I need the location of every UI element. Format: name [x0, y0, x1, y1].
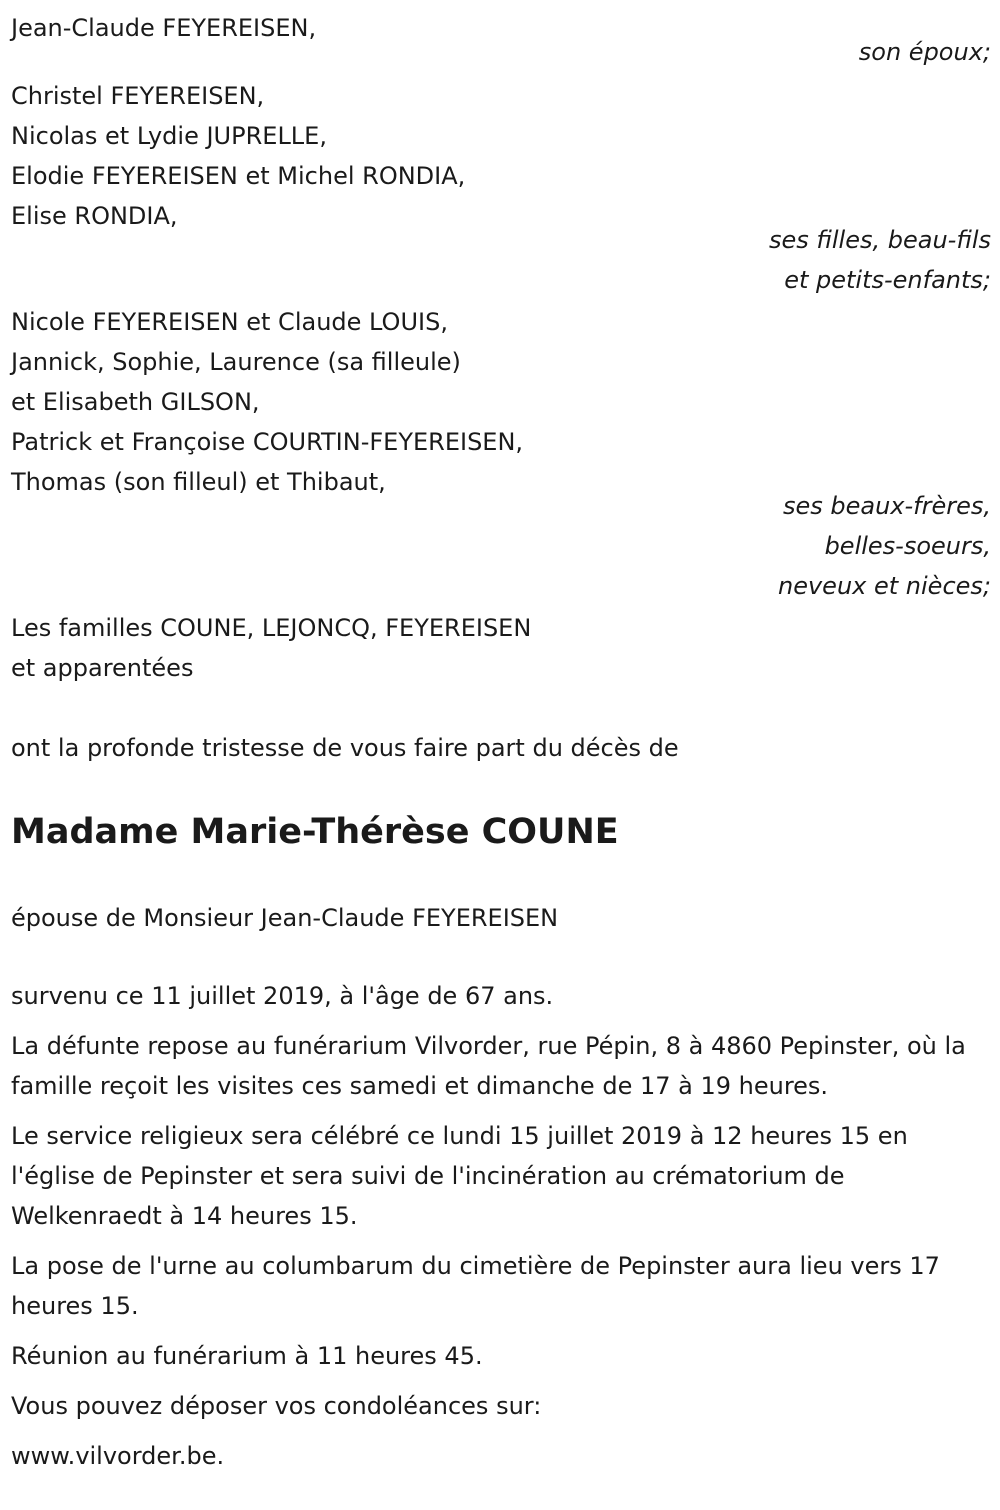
family-name-line: Nicole FEYEREISEN et Claude LOUIS,	[11, 308, 448, 336]
detail-paragraph: Le service religieux sera célébré ce lundi 15 juillet 2019 à 12 heures 15 en l'église de Pepinster et sera suivi de l'incinération au crématorium de Welkenraedt à 14 heures 15.	[11, 1122, 908, 1230]
deceased-name: Madame Marie-Thérèse COUNE	[11, 812, 619, 852]
relationship-label: belles-soeurs,	[824, 532, 991, 560]
detail-paragraph: La pose de l'urne au columbarum du cimetière de Pepinster aura lieu vers 17 heures 15.	[11, 1252, 940, 1320]
obituary-page	[11, 8, 991, 1476]
relationship-label: et petits-enfants;	[784, 266, 991, 294]
family-name-line: et Elisabeth GILSON,	[11, 388, 260, 416]
condolence-website-link[interactable]: www.vilvorder.be.	[11, 1442, 225, 1470]
detail-paragraph: Vous pouvez déposer vos condoléances sur:	[11, 1392, 542, 1420]
in-laws-group	[11, 302, 991, 606]
family-name-line: Thomas (son filleul) et Thibaut,	[11, 468, 386, 496]
spouse-line: épouse de Monsieur Jean-Claude FEYEREISEN	[11, 904, 559, 932]
families-group	[11, 608, 991, 688]
relationship-label: ses filles, beau-fils	[768, 226, 991, 254]
family-name-line: Nicolas et Lydie JUPRELLE,	[11, 122, 327, 150]
family-name-line: Patrick et Françoise COURTIN-FEYEREISEN,	[11, 428, 524, 456]
husband-group	[11, 8, 991, 72]
detail-paragraph: Réunion au funérarium à 11 heures 45.	[11, 1342, 483, 1370]
family-name-line: Les familles COUNE, LEJONCQ, FEYEREISEN	[11, 614, 532, 642]
family-name-line: Jannick, Sophie, Laurence (sa filleule)	[11, 348, 461, 376]
relationship-label: ses beaux-frères,	[782, 492, 991, 520]
family-name-line: Christel FEYEREISEN,	[11, 82, 265, 110]
relationship-label: neveux et nièces;	[778, 572, 991, 600]
family-name-line: Jean-Claude FEYEREISEN,	[11, 14, 317, 42]
announcement-intro: ont la profonde tristesse de vous faire part du décès de	[11, 734, 679, 762]
family-name-line: Elise RONDIA,	[11, 202, 178, 230]
daughters-group	[11, 76, 991, 300]
detail-paragraph: survenu ce 11 juillet 2019, à l'âge de 67 ans.	[11, 982, 554, 1010]
family-name-line: Elodie FEYEREISEN et Michel RONDIA,	[11, 162, 466, 190]
detail-paragraph: La défunte repose au funérarium Vilvorder, rue Pépin, 8 à 4860 Pepinster, où la famille reçoit les visites ces samedi et dimanche de 17 à 19 heures.	[11, 1032, 966, 1100]
relationship-label: son époux;	[858, 38, 991, 66]
family-name-line: et apparentées	[11, 654, 194, 682]
